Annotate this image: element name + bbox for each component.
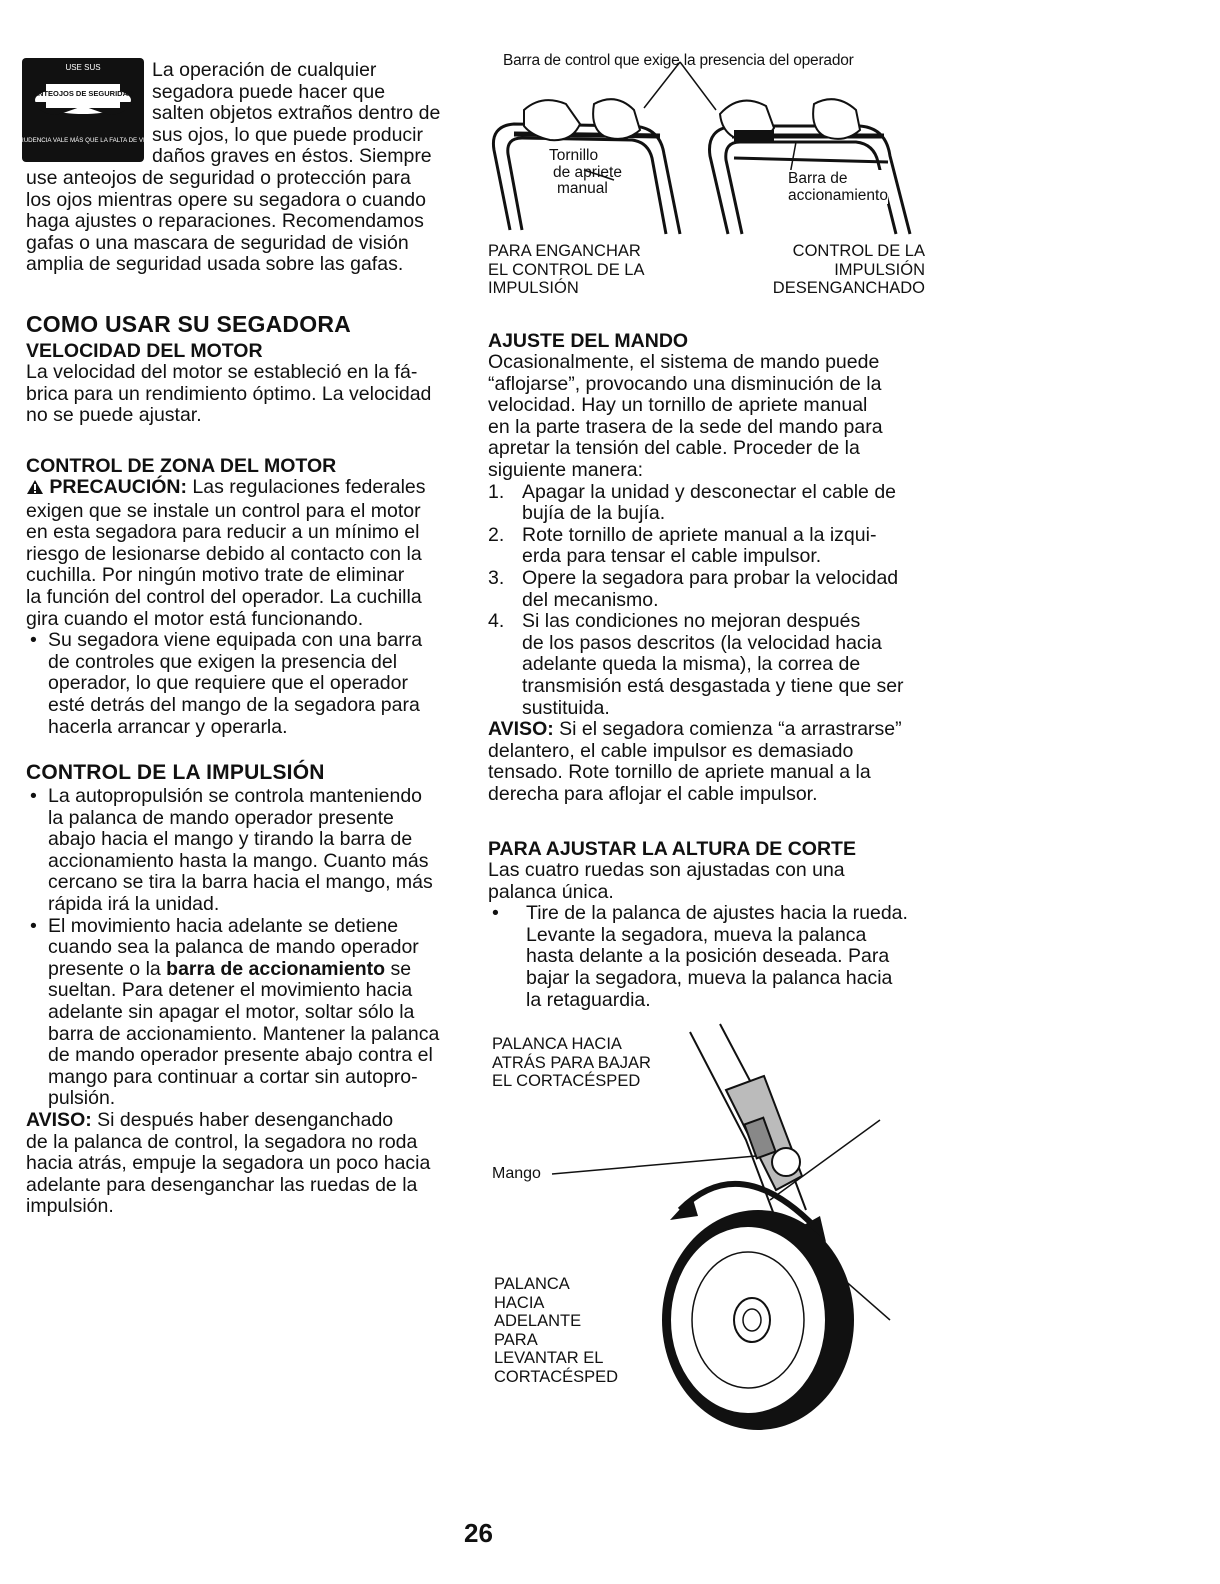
label-line: PALANCA HACIA (492, 1035, 622, 1053)
intro-line: apretar la tensión del cable. Proceder de la (488, 437, 860, 460)
step-number: 3. (488, 566, 505, 589)
notice-line: adelante para desenganchar las ruedas de la (26, 1173, 418, 1196)
figure1-caption: Barra de control que exige la presencia del operador (503, 52, 854, 69)
bullet-line: de mando operador presente abajo contra el (48, 1044, 433, 1067)
caution-text-line: la función del control del operador. La cuchilla (26, 585, 422, 608)
adjust-notice-line (488, 719, 933, 741)
bullet-line: sueltan. Para detener el movimiento hacia (48, 979, 413, 1002)
caution-text-line: exigen que se instale un control para el motor (26, 499, 421, 522)
label-line: EL CORTACÉSPED (492, 1072, 641, 1090)
label-line: Barra de (788, 170, 848, 187)
step-line: del mecanismo. (522, 588, 659, 611)
label-knob (549, 148, 622, 198)
caption-line: DESENGANCHADO (772, 279, 925, 297)
bullet-line: hasta delante a la posición deseada. Para (526, 945, 890, 968)
icon-top-text: USE SUS (65, 63, 101, 72)
step-line: de los pasos descritos (la velocidad hacia (522, 631, 882, 654)
bullet-line: hacerla arrancar y operarla. (48, 715, 288, 738)
figure1-right-caption (720, 242, 925, 298)
bullet-line: pulsión. (48, 1087, 116, 1110)
bullet-line: • Tire de la palanca de ajustes hacia la rueda. (526, 902, 908, 925)
intro-line: palanca única. (488, 880, 614, 903)
cut-height-bullet (488, 903, 938, 1011)
icon-band-text: ANTEOJOS DE SEGURIDAD (32, 89, 134, 98)
caption-line: CONTROL DE LA (792, 242, 925, 260)
drive-control-bullet-2 (26, 916, 471, 1110)
drive-control-section (26, 760, 471, 1218)
warning-line: haga ajustes o reparaciones. Recomendamos (26, 210, 424, 233)
intro-line: siguiente manera: (488, 458, 644, 481)
bullet-line: esté detrás del mango de la segadora para (48, 693, 420, 716)
caution-label: PRECAUCIÓN: (49, 476, 188, 498)
engine-speed-line: brica para un rendimiento óptimo. La velocidad (26, 382, 432, 405)
bullet-line: cercano se tira la barra hacia el mango, más (48, 871, 433, 894)
bullet-line: • Su segadora viene equipada con una barra (48, 629, 423, 652)
step-line: Rote tornillo de apriete manual a la izqui- (522, 523, 877, 546)
section-title: COMO USAR SU SEGADORA (26, 311, 351, 337)
notice-line: delantero, el cable impulsor es demasiado (488, 739, 854, 762)
caption-line: PARA ENGANCHAR (488, 242, 641, 260)
label-line: CORTACÉSPED (494, 1367, 619, 1386)
caution-text-line: riesgo de lesionarse debido al contacto con la (26, 542, 422, 565)
label-line: PALANCA (494, 1275, 570, 1293)
bullet-line: • La autopropulsión se controla manteniendo (48, 785, 423, 807)
caution-text-line: cuchilla. Por ningún motivo trate de eliminar (26, 564, 405, 587)
warning-paragraph-bottom (26, 168, 466, 276)
text-run: presente o la (48, 957, 167, 980)
step-number: 1. (488, 480, 505, 503)
step-line: Apagar la unidad y desconectar el cable de (522, 480, 897, 503)
bullet-line (48, 959, 471, 981)
engine-zone-section (26, 455, 471, 738)
step-line: sustituida. (522, 696, 610, 719)
warning-line: use anteojos de seguridad o protección para (26, 167, 411, 189)
bullet-line: abajo hacia el mango y tirando la barra de (48, 828, 413, 851)
bullet-line: rápida irá la unidad. (48, 892, 220, 915)
label-line: PARA (494, 1330, 538, 1349)
step-number: 2. (488, 523, 505, 546)
drive-adjust-section (488, 331, 933, 805)
bullet-line: adelante sin apagar el motor, soltar sólo la (48, 1000, 415, 1023)
label-line: de apriete (553, 163, 622, 181)
bullet-line: • El movimiento hacia adelante se detiene (48, 914, 399, 937)
notice-line: impulsión. (26, 1195, 114, 1218)
step-line: Opere la segadora para probar la velocidad (522, 566, 899, 589)
notice-first: Si después haber desenganchado (91, 1108, 394, 1131)
bullet-line: operador, lo que requiere que el operador (48, 672, 408, 695)
caption-line: IMPULSIÓN (834, 260, 925, 279)
engine-zone-heading: CONTROL DE ZONA DEL MOTOR (26, 455, 337, 477)
label-lever-back (492, 1035, 651, 1091)
step-line: bujía de la bujía. (522, 502, 666, 525)
bullet-line: bajar la segadora, mueva la palanca hacia (526, 966, 893, 989)
safety-goggles-icon (6, 58, 160, 162)
label-handle: Mango (492, 1165, 541, 1182)
notice-label: AVISO: (26, 1108, 92, 1131)
engine-zone-bullet (26, 630, 471, 738)
step-line: transmisión está desgastada y tiene que ser (522, 674, 904, 697)
label-line: Tornillo (549, 147, 599, 164)
intro-line: en la parte trasera de la sede del mando para (488, 415, 883, 438)
drive-notice-line (26, 1110, 471, 1132)
notice-line: de la palanca de control, la segadora no roda (26, 1130, 418, 1153)
caution-text-line: en esta segadora para reducir a un mínimo el (26, 521, 420, 544)
page-number: 26 (464, 1518, 493, 1548)
intro-line: Ocasionalmente, el sistema de mando puede (488, 351, 880, 373)
warning-line: gafas o una mascara de seguridad de visión (26, 231, 409, 254)
warning-line: segadora puede hacer que (152, 80, 386, 103)
notice-line: hacia atrás, empuje la segadora un poco hacia (26, 1152, 431, 1175)
engine-speed-section (26, 340, 466, 427)
step-number: 4. (488, 610, 505, 633)
step-line: Si las condiciones no mejoran después (522, 610, 861, 633)
label-line: manual (557, 180, 608, 197)
caption-line: EL CONTROL DE LA (488, 260, 645, 279)
bullet-line: la retaguardia. (526, 988, 651, 1011)
label-line: accionamiento (788, 187, 888, 204)
figure1-left-caption (488, 242, 644, 298)
warning-paragraph-top (152, 60, 462, 168)
label-line: ATRÁS PARA BAJAR (492, 1053, 651, 1072)
caution-first: Las regulaciones federales (187, 476, 426, 498)
text-run: se (385, 957, 412, 980)
label-bar (788, 170, 888, 204)
engine-speed-line: no se puede ajustar. (26, 404, 202, 427)
bullet-line: Levante la segadora, mueva la palanca (526, 923, 867, 946)
caution-line (26, 477, 471, 501)
bullet-line: accionamiento hasta la mango. Cuanto más (48, 849, 429, 872)
label-line: LEVANTAR EL (494, 1349, 604, 1367)
warning-line: los ojos mientras opere su segadora o cuando (26, 188, 426, 211)
bullet-line: cuando sea la palanca de mando operador (48, 936, 419, 959)
notice-first: Si el segadora comienza “a arrastrarse” (553, 718, 902, 741)
step-line: erda para tensar el cable impulsor. (522, 545, 822, 568)
caption-line: IMPULSIÓN (488, 279, 579, 297)
step-item (488, 482, 933, 525)
notice-label: AVISO: (488, 718, 554, 741)
icon-bottom-text: LA PRUDENCIA VALE MÁS QUE LA FALTA DE VISIÓN (6, 137, 160, 144)
drive-control-heading: CONTROL DE LA IMPULSIÓN (26, 761, 325, 784)
drive-adjust-heading: AJUSTE DEL MANDO (488, 330, 689, 352)
intro-line: velocidad. Hay un tornillo de apriete manual (488, 394, 868, 417)
bullet-line: mango para continuar a cortar sin autopro- (48, 1065, 418, 1088)
label-line: ADELANTE (494, 1312, 582, 1330)
cut-height-heading: PARA AJUSTAR LA ALTURA DE CORTE (488, 838, 856, 860)
step-item (488, 611, 933, 719)
warning-triangle-icon (26, 479, 44, 501)
step-item (488, 525, 933, 568)
engine-speed-heading: VELOCIDAD DEL MOTOR (26, 340, 263, 362)
bold-term: barra de accionamiento (166, 957, 386, 980)
bullet-line: de controles que exigen la presencia del (48, 650, 398, 673)
warning-line: daños graves en éstos. Siempre (152, 145, 432, 168)
step-line: adelante queda la misma), la correa de (522, 653, 861, 676)
step-item (488, 568, 933, 611)
warning-line: sus ojos, lo que puede producir (152, 123, 424, 146)
notice-line: tensado. Rote tornillo de apriete manual a la (488, 761, 871, 784)
cut-height-section (488, 838, 938, 1011)
label-line: HACIA (494, 1293, 545, 1312)
drive-control-bullet-1 (26, 786, 471, 916)
label-lever-forward (494, 1275, 618, 1386)
engine-speed-line: La velocidad del motor se estableció en la fá- (26, 361, 418, 383)
bullet-line: barra de accionamiento. Mantener la palanca (48, 1022, 440, 1045)
bullet-line: la palanca de mando operador presente (48, 806, 394, 829)
intro-line: “aflojarse”, provocando una disminución de la (488, 372, 882, 395)
warning-line: La operación de cualquier (152, 59, 377, 81)
caution-text-line: gira cuando el motor está funcionando. (26, 607, 364, 630)
warning-line: salten objetos extraños dentro de (152, 102, 441, 125)
intro-line: Las cuatro ruedas son ajustadas con una (488, 859, 845, 881)
warning-line: amplia de seguridad usada sobre las gafas. (26, 253, 404, 276)
notice-line: derecha para aflojar el cable impulsor. (488, 782, 818, 805)
